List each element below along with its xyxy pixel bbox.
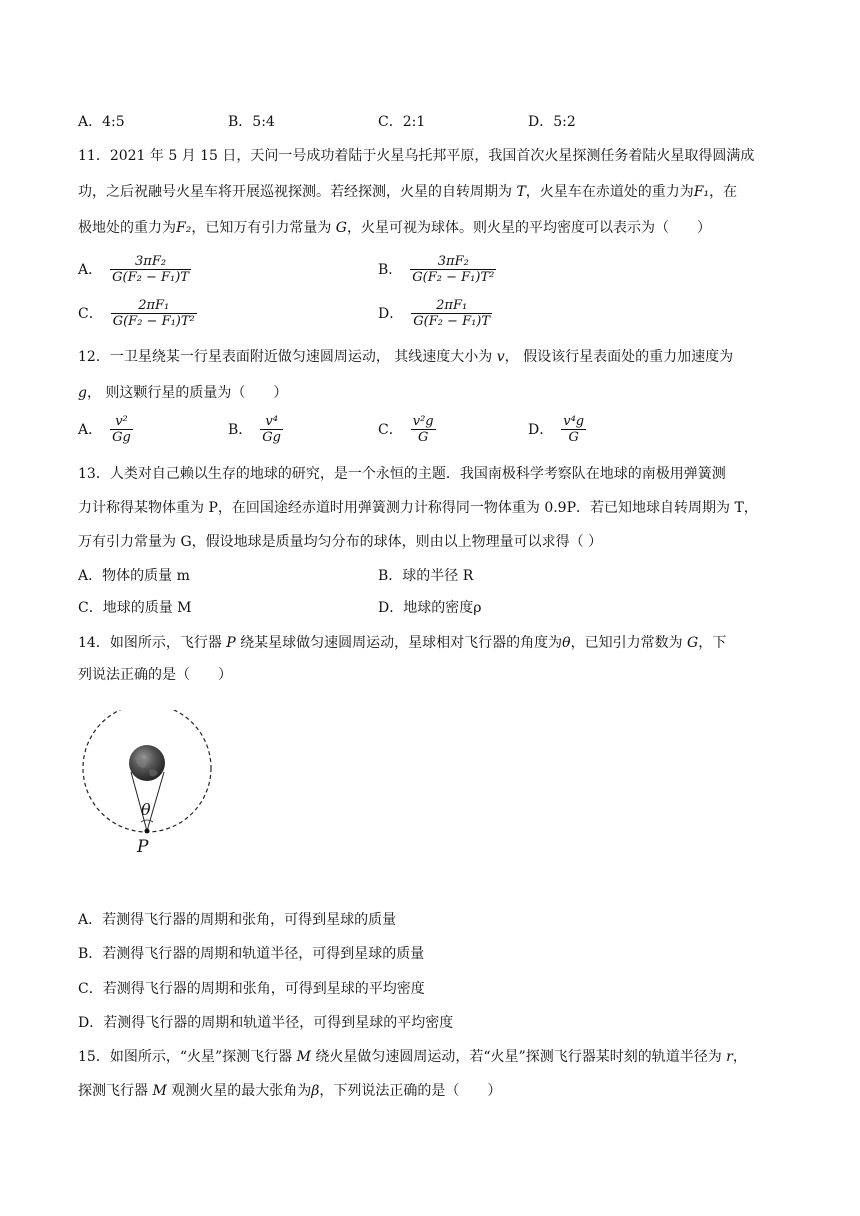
spacecraft-point — [145, 829, 150, 834]
q12-option-b: B． $\frac{\text{v⁴}}{Gg}$ — [228, 414, 282, 445]
q13-option-a: A．物体的质量 m — [78, 568, 190, 584]
q13-options-row-1 — [78, 566, 798, 586]
fraction: $\frac{\text{2πF₁}}{\text{G(F₂ − F₁)T²}}$ — [112, 298, 195, 329]
orbit-diagram — [78, 710, 218, 860]
q11-line-1: 11．2021 年 5 月 15 日，天问一号成功着陆于火星乌托邦平原，我国首次火星探测任务着陆火星取得圆满成 — [78, 148, 755, 164]
q13-line-2: 力计称得某物体重为 P，在回国途经赤道时用弹簧测力计称得同一物体重为 0.9P．若已知地球自转周期为 T， — [78, 500, 758, 516]
q11-option-c: C． $\frac{\text{2πF₁}}{\text{G(F₂ − F₁)T²}}$ — [78, 298, 195, 329]
q11-line-2: 功，之后祝融号火星车将开展巡视探测。若经探测，火星的自转周期为 T，火星车在赤道处的重力为F₁，在 — [78, 184, 738, 200]
q14-line-1: 14．如图所示，飞行器 P 绕某星球做匀速圆周运动，星球相对飞行器的角度为θ，已知引力常数为 G，下 — [78, 635, 727, 651]
q10-option-d: D．5:2 — [528, 114, 576, 130]
q10-option-a: A．4:5 — [78, 114, 125, 130]
q12-option-c: C． $\frac{\text{v²g}}{G}$ — [378, 414, 434, 445]
fraction: $\frac{\text{v²g}}{G}$ — [412, 414, 434, 445]
q10-option-c: C．2:1 — [378, 114, 426, 130]
p-label: P — [137, 837, 149, 857]
q13-line-3: 万有引力常量为 G，假设地球是质量均匀分布的球体，则由以上物理量可以求得（ ） — [78, 534, 603, 550]
fraction: $\frac{\text{v⁴g}}{G}$ — [563, 414, 585, 445]
q12-option-d: D． $\frac{\text{v⁴g}}{G}$ — [528, 414, 585, 445]
q13-option-c: C．地球的质量 M — [78, 600, 192, 616]
q13-option-d: D．地球的密度ρ — [378, 600, 482, 616]
q12-option-a: A． $\frac{\text{v²}}{Gg}$ — [78, 414, 131, 445]
q14-option-d: D．若测得飞行器的周期和轨道半径，可得到星球的平均密度 — [78, 1015, 454, 1031]
fraction: $\frac{\text{3πF₂}}{\text{G(F₂ − F₁)T²}}$ — [412, 254, 495, 285]
q13-options-row-2 — [78, 598, 798, 618]
q10-options — [78, 112, 798, 132]
q14-option-b: B．若测得飞行器的周期和轨道半径，可得到星球的质量 — [78, 946, 425, 962]
fraction: $\frac{\text{2πF₁}}{\text{G(F₂ − F₁)T}}$ — [413, 298, 491, 329]
fraction: $\frac{\text{3πF₂}}{\text{G(F₂ − F₁)T}}$ — [112, 254, 189, 285]
angle-arc — [141, 820, 153, 822]
q12-line-1: 12．一卫星绕某一行星表面附近做匀速圆周运动， 其线速度大小为 v， 假设该行星表面处的重力加速度为 — [78, 349, 734, 365]
q11-option-b: B． $\frac{\text{3πF₂}}{\text{G(F₂ − F₁)T²}}$ — [378, 254, 495, 285]
theta-label: θ — [141, 800, 151, 819]
q14-option-a: A．若测得飞行器的周期和张角，可得到星球的质量 — [78, 912, 397, 928]
q15-line-1: 15．如图所示，“火星”探测飞行器 M 绕火星做匀速圆周运动，若“火星”探测飞行器某时刻的轨道半径为 r， — [78, 1049, 747, 1065]
q14-line-2: 列说法正确的是（ ） — [78, 667, 232, 683]
q11-option-d: D． $\frac{\text{2πF₁}}{\text{G(F₂ − F₁)T}}$ — [378, 298, 491, 329]
q13-line-1: 13．人类对自己赖以生存的地球的研究，是一个永恒的主题．我国南极科学考察队在地球的南极用弹簧测 — [78, 466, 726, 482]
q11-line-3: 极地处的重力为F₂，已知万有引力常量为 G，火星可视为球体。则火星的平均密度可以表示为（ ） — [78, 220, 711, 236]
q14-option-c: C．若测得飞行器的周期和张角，可得到星球的平均密度 — [78, 981, 425, 997]
fraction: $\frac{\text{v⁴}}{Gg}$ — [262, 414, 282, 445]
q15-line-2: 探测飞行器 M 观测火星的最大张角为β，下列说法正确的是（ ） — [78, 1083, 502, 1099]
q13-option-b: B．球的半径 R — [378, 568, 474, 584]
planet-icon — [129, 745, 165, 781]
fraction: $\frac{\text{v²}}{Gg}$ — [112, 414, 131, 445]
q10-option-b: B．5:4 — [228, 114, 275, 130]
q12-line-2: g， 则这颗行星的质量为（ ） — [78, 385, 288, 401]
q11-option-a: A． $\frac{\text{3πF₂}}{\text{G(F₂ − F₁)T}}$ — [78, 254, 189, 285]
